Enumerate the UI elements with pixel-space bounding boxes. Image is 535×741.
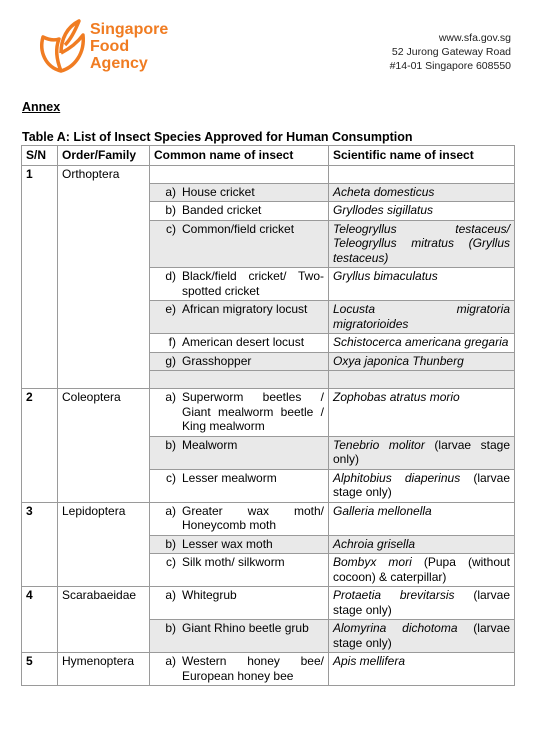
column-header-common: Common name of insect: [150, 146, 329, 166]
scientific-note: (larvae stage only): [333, 588, 510, 617]
sfa-logo: [35, 17, 175, 77]
agency-address: [390, 31, 511, 73]
scientific-name: Gryllus bimaculatus: [333, 269, 438, 283]
cell-scientific-name: [329, 334, 515, 353]
cell-scientific-name: [329, 301, 515, 334]
insect-species-table: [21, 145, 515, 686]
scientific-name: Galleria mellonella: [333, 503, 432, 518]
cell-common-name: [150, 183, 329, 202]
common-name: Common/field cricket: [182, 221, 295, 236]
logo-line-1: Singapore: [90, 21, 169, 38]
common-name: African migratory locust: [182, 302, 308, 316]
common-name: Lesser mealworm: [182, 470, 277, 485]
item-letter: f): [168, 335, 176, 349]
scientific-name: Protaetia brevitarsis: [333, 588, 455, 602]
cell-scientific-name: [329, 653, 515, 686]
logo-line-2: Food: [90, 38, 130, 55]
common-name: Grasshopper: [182, 353, 252, 368]
cell-family: Scarabaeidae: [58, 587, 150, 653]
cell-common-name: [150, 220, 329, 268]
item-letter: b): [165, 437, 176, 452]
scientific-note: (Pupa (without cocoon) & caterpillar): [333, 555, 510, 584]
column-header-sn: S/N: [22, 146, 58, 166]
item-letter: a): [165, 503, 176, 518]
common-name: Whitegrub: [182, 588, 237, 602]
common-name: American desert locust: [182, 335, 305, 349]
scientific-name: Teleogryllus testaceus/ Teleogryllus mitratus (Gryllus testaceus): [333, 221, 510, 265]
common-name: Mealworm: [182, 437, 238, 452]
item-letter: d): [165, 269, 176, 283]
table-title: Table A: List of Insect Species Approved for Human Consumption: [22, 130, 413, 144]
cell-scientific-name: [329, 620, 515, 653]
cell-sn: 5: [22, 653, 58, 686]
scientific-name: Tenebrio molitor: [333, 437, 425, 452]
table-body: [22, 165, 515, 686]
common-name: Lesser wax moth: [182, 536, 273, 551]
common-name: Banded cricket: [182, 203, 262, 217]
cell-common-name: [150, 502, 329, 535]
cell-scientific-name: [329, 220, 515, 268]
cell-scientific-name: [329, 554, 515, 587]
item-letter: c): [166, 221, 176, 236]
common-name: Giant Rhino beetle grub: [182, 621, 309, 635]
item-letter: g): [165, 353, 176, 368]
cell-scientific-name: [329, 202, 515, 221]
address-line-2: #14-01 Singapore 608550: [389, 60, 511, 72]
logo-wordmark: [90, 21, 168, 72]
cell-scientific-name: [329, 268, 515, 301]
common-name: Black/field cricket/ Two-spotted cricket: [182, 269, 324, 298]
cell-scientific-name: [329, 469, 515, 502]
cell-scientific-name: [329, 502, 515, 535]
table-row: [22, 653, 515, 686]
common-name: Superworm beetles / Giant mealworm beetle / King mealworm: [182, 390, 324, 433]
scientific-name: Achroia grisella: [333, 536, 416, 551]
common-name: Western honey bee/ European honey bee: [182, 654, 324, 683]
cell-scientific-name: [329, 436, 515, 469]
scientific-name: Acheta domesticus: [333, 184, 435, 199]
common-name: House cricket: [182, 184, 255, 199]
scientific-name: Bombyx mori: [333, 555, 412, 569]
website-url[interactable]: www.sfa.gov.sg: [438, 32, 511, 44]
item-letter: c): [166, 555, 176, 569]
cell-common-name: [150, 202, 329, 221]
scientific-name: Locusta migratoria migratorioides: [333, 302, 510, 331]
cell-scientific-name: [329, 389, 515, 437]
cell-common-name: [150, 389, 329, 437]
cell-common-name: [150, 554, 329, 587]
scientific-name: Alphitobius diaperinus: [333, 470, 461, 485]
cell-sn: 3: [22, 502, 58, 587]
cell-common-name: [150, 334, 329, 353]
table-row: [22, 389, 515, 437]
cell-family: Coleoptera: [58, 389, 150, 503]
cell-sn: 4: [22, 587, 58, 653]
scientific-note: (larvae stage only): [333, 437, 511, 466]
cell-empty: [329, 371, 515, 389]
item-letter: b): [165, 203, 176, 217]
address-line-1: 52 Jurong Gateway Road: [391, 46, 511, 58]
cell-family: Hymenoptera: [58, 653, 150, 686]
scientific-name: Oxya japonica Thunberg: [333, 353, 464, 368]
cell-common-name: [150, 587, 329, 620]
cell-common-name: [150, 620, 329, 653]
column-header-family: Order/Family: [58, 146, 150, 166]
cell-scientific-name: [329, 587, 515, 620]
scientific-note: (larvae stage only): [333, 470, 510, 499]
scientific-name: Gryllodes sigillatus: [333, 203, 434, 217]
cell-sn: 1: [22, 165, 58, 389]
scientific-name: Zophobas atratus morio: [333, 390, 460, 404]
item-letter: a): [165, 588, 176, 602]
cell-common-name: [150, 436, 329, 469]
cell-scientific-name: [329, 535, 515, 554]
item-letter: a): [165, 654, 176, 668]
table-spacer-row: [22, 165, 515, 183]
scientific-name: Schistocerca americana gregaria: [333, 335, 509, 349]
cell-common-name: [150, 301, 329, 334]
table-row: [22, 587, 515, 620]
annex-heading: Annex: [22, 100, 61, 114]
item-letter: b): [165, 536, 176, 551]
cell-common-name: [150, 268, 329, 301]
item-letter: e): [165, 302, 176, 316]
common-name: Greater wax moth/ Honeycomb moth: [182, 503, 324, 532]
cell-scientific-name: [329, 183, 515, 202]
table-header-row: [22, 146, 515, 166]
sfa-leaf-icon: [35, 17, 91, 77]
table-row: [22, 502, 515, 535]
cell-family: Lepidoptera: [58, 502, 150, 587]
cell-empty: [329, 165, 515, 183]
cell-common-name: [150, 352, 329, 371]
cell-empty: [150, 371, 329, 389]
cell-scientific-name: [329, 352, 515, 371]
item-letter: b): [165, 621, 176, 635]
column-header-scientific: Scientific name of insect: [329, 146, 515, 166]
cell-common-name: [150, 653, 329, 686]
item-letter: c): [166, 470, 176, 485]
item-letter: a): [165, 390, 176, 404]
cell-family: Orthoptera: [58, 165, 150, 389]
common-name: Silk moth/ silkworm: [182, 555, 285, 569]
scientific-name: Apis mellifera: [333, 654, 406, 668]
cell-empty: [150, 165, 329, 183]
logo-line-3: Agency: [90, 55, 148, 72]
scientific-note: (larvae stage only): [333, 621, 510, 650]
cell-common-name: [150, 535, 329, 554]
scientific-name: Alomyrina dichotoma: [333, 621, 458, 635]
cell-sn: 2: [22, 389, 58, 503]
cell-common-name: [150, 469, 329, 502]
item-letter: a): [165, 184, 176, 199]
